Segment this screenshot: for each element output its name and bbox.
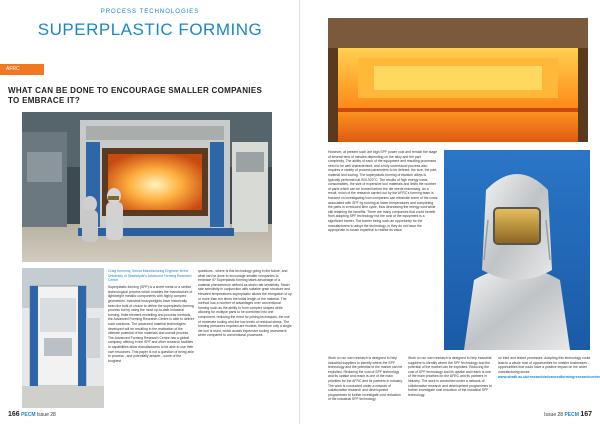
spf-machine-photo bbox=[22, 268, 104, 408]
author-byline: Craig Kennedy, Senior Manufacturing Engineer at the University of Strathclyde's Advanced Forming Research Centre. bbox=[108, 269, 192, 283]
footer-issue-right: Issue 28 bbox=[544, 412, 564, 418]
page-number-right: 167 bbox=[580, 411, 592, 418]
body-text-1: Superplastic forming (SPF) is a sheet metal or a similar technological process which enables the manufacture of lightweight metallic components with highly complex geometries. Industrial heavyweights have historically been the bulk of choice to define the superplastic forming process but by using the most up-to-date industrial forming, finite element modelling and process methods, the Advanced Forming Research Centre is able to deliver such solutions. The advanced material technologies developed will be resulting in the realisation of the ultimate potential of the materials and overall process. The Advanced Forming Research Centre has a global company offering in the SPF and other research facilities to capabilities allow manufacturers to be able to use their own resources. This paper is not a question of being able to process - and potentially answer - some of the toughest bbox=[108, 285, 194, 363]
right-footer bbox=[544, 411, 592, 418]
glowing-die-illustration bbox=[328, 18, 588, 142]
right-body-column-2b bbox=[408, 356, 494, 400]
footer-brand-left: PECM bbox=[21, 412, 36, 418]
heat-suit-illustration bbox=[444, 150, 590, 350]
research-centre-link[interactable]: www.strath.ac.uk/research/advancedformingresearchcentre bbox=[498, 375, 600, 379]
section-tag: AFRC bbox=[0, 64, 44, 75]
left-footer bbox=[8, 411, 56, 418]
glowing-die-photo bbox=[328, 18, 588, 142]
spf-press-illustration bbox=[22, 112, 272, 262]
article-headline: WHAT CAN BE DONE TO ENCOURAGE SMALLER COMPANIES TO EMBRACE IT? bbox=[8, 86, 263, 105]
right-body-column-2 bbox=[328, 356, 403, 404]
body-column-2 bbox=[198, 269, 292, 340]
article-title: SUPERPLASTIC FORMING bbox=[37, 20, 263, 39]
right-body-text-1: However, at present such are high SPF power cost and remain the stage of several tens of minutes depending on the alloy and the part complexity. The ability of each of the equipment and resulting processes need to be well characterised, and a fully understood process also requires a variety of process parameters to be defined: the size, the part, material and tooling. The superplastic forming of titanium alloys is typically performed at 900-920°C. The results of high energy costs, consumables, the size of expensive tool materials and limits the number of parts which can be formed before the die needs redressing. As a result, much of the research carried out by the AFRC's forming team is focused on investigating how companies can eliminate some of the costs associated with SPF by running at lower temperatures and completing the parts in a reduced time cycle, thus decreasing the energy cost while still retaining the benefits. There are many companies that could benefit from adopting SPF technology but the cost of the equipment is a significant barrier. The barrier being such an opportunity for the manufacturers to adopt the technology, is they do not have the appropriate in-house expertise to realise its value. bbox=[328, 150, 438, 233]
section-kicker: PROCESS TECHNOLOGIES bbox=[100, 9, 200, 15]
right-body-column-3 bbox=[498, 356, 594, 377]
page-number-left: 166 bbox=[8, 411, 20, 418]
body-column-1 bbox=[108, 269, 194, 366]
footer-issue-left: Issue 28 bbox=[36, 412, 56, 418]
right-body-column-1 bbox=[328, 150, 438, 235]
body-text-2: questions - where is this technology going in the future, and what can be done to encourage smaller companies to embrace it? Superplastic forming takes advantage of a material phenomenon defined as strain rate sensitivity. Strain rate sensitivity in conjunction with suitable grain structure and elevated temperatures superplastic allows the elongation of up or more than ten times the initial length of the material. The method has a number of advantages over conventional forming such as the ability to form complex shapes while allowing for multiple parts to be combined into one component, reducing the need for joining techniques, the use of moderate tooling and the low levels of residual stress. The forming pressures required are modest, therefore only a single die tool is used, which avoids expensive tooling investment when compared to conventional processes. bbox=[198, 269, 292, 338]
spf-press-photo bbox=[22, 112, 272, 262]
right-page bbox=[300, 0, 600, 424]
right-body-text-2: Work on our own research is designed to help industrial suppliers to identify where the SPF technology and the potential of the market can be exploited. Reducing the cost of SPF technology and its uptake and reach is one of the main priorities for the AFRC and its partners in industry. The work is conducted under a network of collaborative research and development programmes to further investigate cost reduction of the industrial SPF technology. bbox=[328, 356, 403, 402]
heat-suit-photo bbox=[444, 150, 590, 350]
right-body-text-3: on tried and tested processes. Adopting this technology could lead to a whole host of opportunities for smaller businesses - opportunities that could have a positive impact on the wider manufacturing sector. bbox=[498, 356, 591, 374]
right-body-text-2b: Work on our own research is designed to help industrial suppliers to identify where the SPF technology and the potential of the market can be exploited. Reducing the cost of SPF technology and its uptake and reach is one of the main priorities for the AFRC and its partners in industry. The work is conducted under a network of collaborative research and development programmes to further investigate cost reduction of the industrial SPF technology. bbox=[408, 356, 492, 397]
footer-brand-right: PECM bbox=[564, 412, 579, 418]
spf-machine-illustration bbox=[22, 268, 104, 408]
